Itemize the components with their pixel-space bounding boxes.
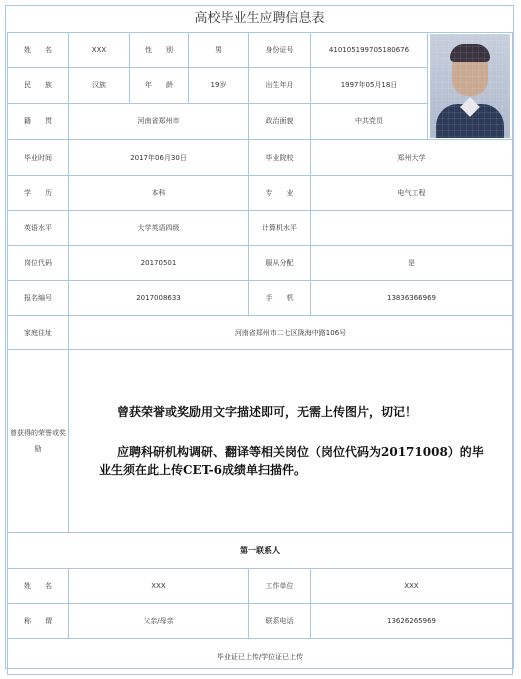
address-label: 家庭住址 — [8, 316, 69, 350]
phone-label: 手 机 — [249, 281, 311, 316]
obey-value[interactable]: 是 — [311, 246, 513, 281]
row-education — [8, 176, 513, 211]
english-label: 英语水平 — [8, 211, 69, 246]
education-label: 学 历 — [8, 176, 69, 211]
english-value[interactable]: 大学英语四级 — [69, 211, 249, 246]
reg-no-label: 报名编号 — [8, 281, 69, 316]
computer-value[interactable] — [311, 211, 513, 246]
contact-work-label: 工作单位 — [249, 569, 311, 604]
row-footer — [8, 639, 513, 675]
row-reg-no — [8, 281, 513, 316]
contact-name-value[interactable]: XXX — [69, 569, 249, 604]
honors-line-2: 应聘科研机构调研、翻译等相关岗位（岗位代码为20171008）的毕业生须在此上传CET-6成绩单扫描件。 — [99, 445, 484, 477]
school-value[interactable]: 郑州大学 — [311, 140, 513, 176]
row-position-code — [8, 246, 513, 281]
applicant-photo — [430, 34, 510, 138]
contact-name-label: 姓 名 — [8, 569, 69, 604]
native-place-value[interactable]: 河南省郑州市 — [69, 103, 249, 139]
contact-relation-label: 称 谓 — [8, 604, 69, 639]
political-label: 政治面貌 — [249, 103, 311, 139]
name-value[interactable]: XXX — [69, 33, 130, 68]
contact-section-title: 第一联系人 — [8, 533, 513, 569]
id-number-value[interactable]: 410105199705180676 — [311, 33, 428, 68]
row-contact-relation — [8, 604, 513, 639]
honors-label: 曾获得的荣誉或奖励 — [8, 350, 69, 533]
age-label: 年 龄 — [130, 67, 189, 103]
major-value[interactable]: 电气工程 — [311, 176, 513, 211]
id-number-label: 身份证号 — [249, 33, 311, 68]
phone-value[interactable]: 13836366969 — [311, 281, 513, 316]
name-label: 姓 名 — [8, 33, 69, 68]
applicant-form-table — [7, 32, 513, 675]
photo-cell — [428, 33, 513, 140]
upload-status: 毕业证已上传/学位证已上传 — [8, 639, 513, 675]
birth-label: 出生年月 — [249, 67, 311, 103]
row-contact-name — [8, 569, 513, 604]
gender-value[interactable]: 男 — [189, 33, 249, 68]
major-label: 专 业 — [249, 176, 311, 211]
computer-label: 计算机水平 — [249, 211, 311, 246]
ethnicity-value[interactable]: 汉族 — [69, 67, 130, 103]
education-value[interactable]: 本科 — [69, 176, 249, 211]
position-code-label: 岗位代码 — [8, 246, 69, 281]
row-grad-time — [8, 140, 513, 176]
form-title: 高校毕业生应聘信息表 — [194, 11, 325, 26]
ethnicity-label: 民 族 — [8, 67, 69, 103]
birth-value[interactable]: 1997年05月18日 — [311, 67, 428, 103]
contact-phone-value[interactable]: 13626265969 — [311, 604, 513, 639]
row-name — [8, 33, 513, 68]
row-address — [8, 316, 513, 350]
position-code-value[interactable]: 20170501 — [69, 246, 249, 281]
row-english — [8, 211, 513, 246]
age-value[interactable]: 19岁 — [189, 67, 249, 103]
honors-textarea[interactable] — [69, 350, 513, 533]
grad-time-label: 毕业时间 — [8, 140, 69, 176]
address-value[interactable]: 河南省郑州市二七区陇海中路106号 — [69, 316, 513, 350]
school-label: 毕业院校 — [249, 140, 311, 176]
grad-time-value[interactable]: 2017年06月30日 — [69, 140, 249, 176]
row-contact-title — [8, 533, 513, 569]
honors-line-1: 曾获荣誉或奖励用文字描述即可，无需上传图片，切记！ — [117, 405, 418, 419]
row-honors — [8, 350, 513, 533]
gender-label: 性 别 — [130, 33, 189, 68]
native-place-label: 籍 贯 — [8, 103, 69, 139]
contact-work-value[interactable]: XXX — [311, 569, 513, 604]
obey-label: 服从分配 — [249, 246, 311, 281]
reg-no-value[interactable]: 2017008633 — [69, 281, 249, 316]
contact-relation-value[interactable]: 父亲/母亲 — [69, 604, 249, 639]
contact-phone-label: 联系电话 — [249, 604, 311, 639]
political-value[interactable]: 中共党员 — [311, 103, 428, 139]
